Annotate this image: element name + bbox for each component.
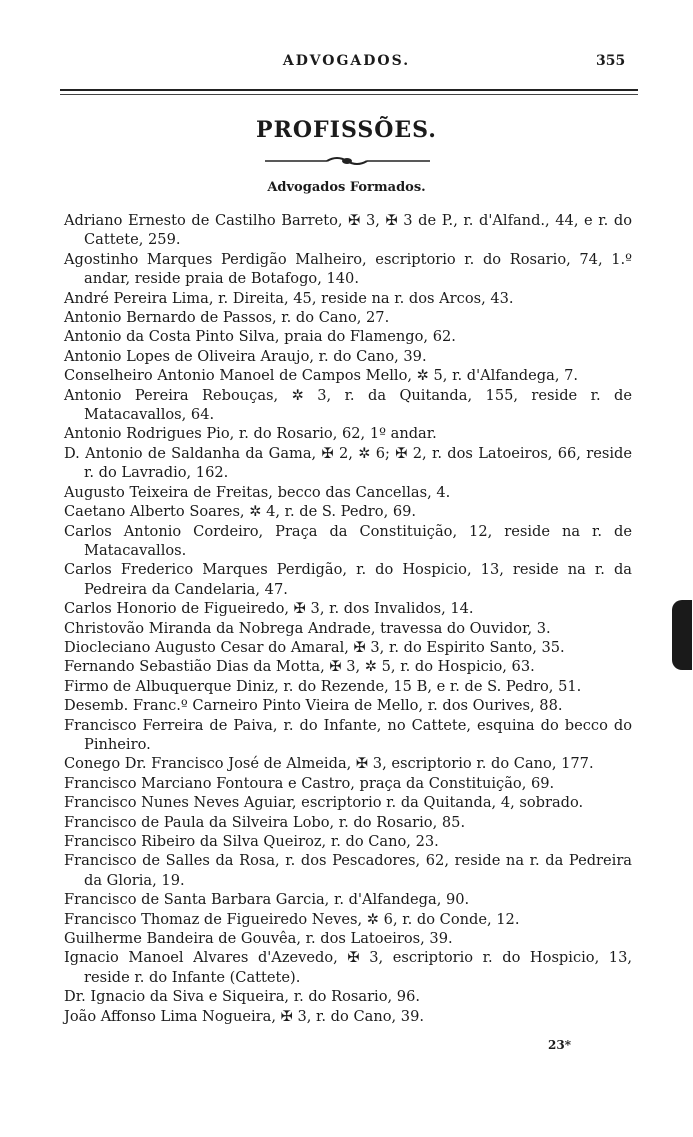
- page-number: 355: [596, 53, 626, 69]
- list-item: Francisco Marciano Fontoura e Castro, praça da Constituição, 69.: [64, 774, 555, 792]
- list-item: Francisco Thomaz de Figueiredo Neves, ✲ 6, r. do Conde, 12.: [64, 910, 520, 928]
- list-item: Antonio da Costa Pinto Silva, praia do Flamengo, 62.: [64, 328, 456, 346]
- running-title: ADVOGADOS.: [282, 53, 411, 69]
- list-item: Diocleciano Augusto Cesar do Amaral, ✠ 3, r. do Espirito Santo, 35.: [64, 638, 565, 656]
- list-item: Ignacio Manoel Alvares d'Azevedo, ✠ 3, escriptorio r. do Hospicio, 13, reside r. do Infante (Cattete).: [64, 949, 632, 986]
- list-item: João Affonso Lima Nogueira, ✠ 3, r. do Cano, 39.: [64, 1007, 424, 1025]
- list-item: André Pereira Lima, r. Direita, 45, reside na r. dos Arcos, 43.: [64, 289, 514, 307]
- list-item: Francisco de Salles da Rosa, r. dos Pescadores, 62, reside na r. da Pedreira da Gloria, 19.: [64, 852, 632, 889]
- section-title: PROFISSÕES.: [256, 117, 437, 143]
- list-item: Antonio Rodrigues Pio, r. do Rosario, 62, 1º andar.: [64, 425, 437, 443]
- list-item: Carlos Antonio Cordeiro, Praça da Constituição, 12, reside na r. de Matacavallos.: [64, 522, 632, 559]
- lawyer-list: [64, 211, 632, 1026]
- list-item: Francisco de Santa Barbara Garcia, r. d'Alfandega, 90.: [64, 891, 470, 909]
- list-item: Carlos Honorio de Figueiredo, ✠ 3, r. dos Invalidos, 14.: [64, 600, 474, 618]
- list-item: Antonio Bernardo de Passos, r. do Cano, 27.: [64, 309, 390, 327]
- ornament-flourish-icon: [265, 154, 430, 168]
- signature-mark: 23*: [548, 1038, 571, 1052]
- list-item: Francisco de Paula da Silveira Lobo, r. do Rosario, 85.: [64, 813, 466, 831]
- list-item: Firmo de Albuquerque Diniz, r. do Rezende, 15 B, e r. de S. Pedro, 51.: [64, 677, 582, 695]
- list-item: Guilherme Bandeira de Gouvêa, r. dos Latoeiros, 39.: [64, 930, 453, 948]
- list-item: Conego Dr. Francisco José de Almeida, ✠ 3, escriptorio r. do Cano, 177.: [64, 755, 594, 773]
- list-item: Desemb. Franc.º Carneiro Pinto Vieira de Mello, r. dos Ourives, 88.: [64, 697, 563, 715]
- list-item: Francisco Ferreira de Paiva, r. do Infante, no Cattete, esquina do becco do Pinheiro.: [64, 716, 632, 753]
- list-item: Conselheiro Antonio Manoel de Campos Mello, ✲ 5, r. d'Alfandega, 7.: [64, 367, 579, 385]
- list-item: Dr. Ignacio da Siva e Siqueira, r. do Rosario, 96.: [64, 988, 420, 1006]
- margin-ink-blot: [672, 600, 692, 670]
- list-item: Antonio Pereira Rebouças, ✲ 3, r. da Quitanda, 155, reside r. de Matacavallos, 64.: [64, 386, 632, 424]
- header-rule: [60, 89, 638, 95]
- list-item: Caetano Alberto Soares, ✲ 4, r. de S. Pedro, 69.: [64, 503, 417, 521]
- list-item: Augusto Teixeira de Freitas, becco das Cancellas, 4.: [64, 483, 451, 501]
- list-item: Francisco Nunes Neves Aguiar, escriptorio r. da Quitanda, 4, sobrado.: [64, 794, 584, 812]
- list-item: Antonio Lopes de Oliveira Araujo, r. do Cano, 39.: [64, 347, 427, 365]
- list-item: Christovão Miranda da Nobrega Andrade, travessa do Ouvidor, 3.: [64, 619, 551, 637]
- list-item: Agostinho Marques Perdigão Malheiro, escriptorio r. do Rosario, 74, 1.º andar, reside praia de Botafogo, 140.: [64, 250, 632, 288]
- list-item: Carlos Frederico Marques Perdigão, r. do Hospicio, 13, reside na r. da Pedreira da Candelaria, 47.: [64, 561, 632, 598]
- list-item: Fernando Sebastião Dias da Motta, ✠ 3, ✲ 5, r. do Hospicio, 63.: [64, 658, 535, 676]
- list-item: D. Antonio de Saldanha da Gama, ✠ 2, ✲ 6; ✠ 2, r. dos Latoeiros, 66, reside r. do Lavradio, 162.: [64, 444, 632, 482]
- list-item: Francisco Ribeiro da Silva Queiroz, r. do Cano, 23.: [64, 833, 439, 850]
- list-item: Adriano Ernesto de Castilho Barreto, ✠ 3, ✠ 3 de P., r. d'Alfand., 44, e r. do Cattete, 259.: [64, 212, 632, 249]
- subsection-title: Advogados Formados.: [267, 180, 426, 195]
